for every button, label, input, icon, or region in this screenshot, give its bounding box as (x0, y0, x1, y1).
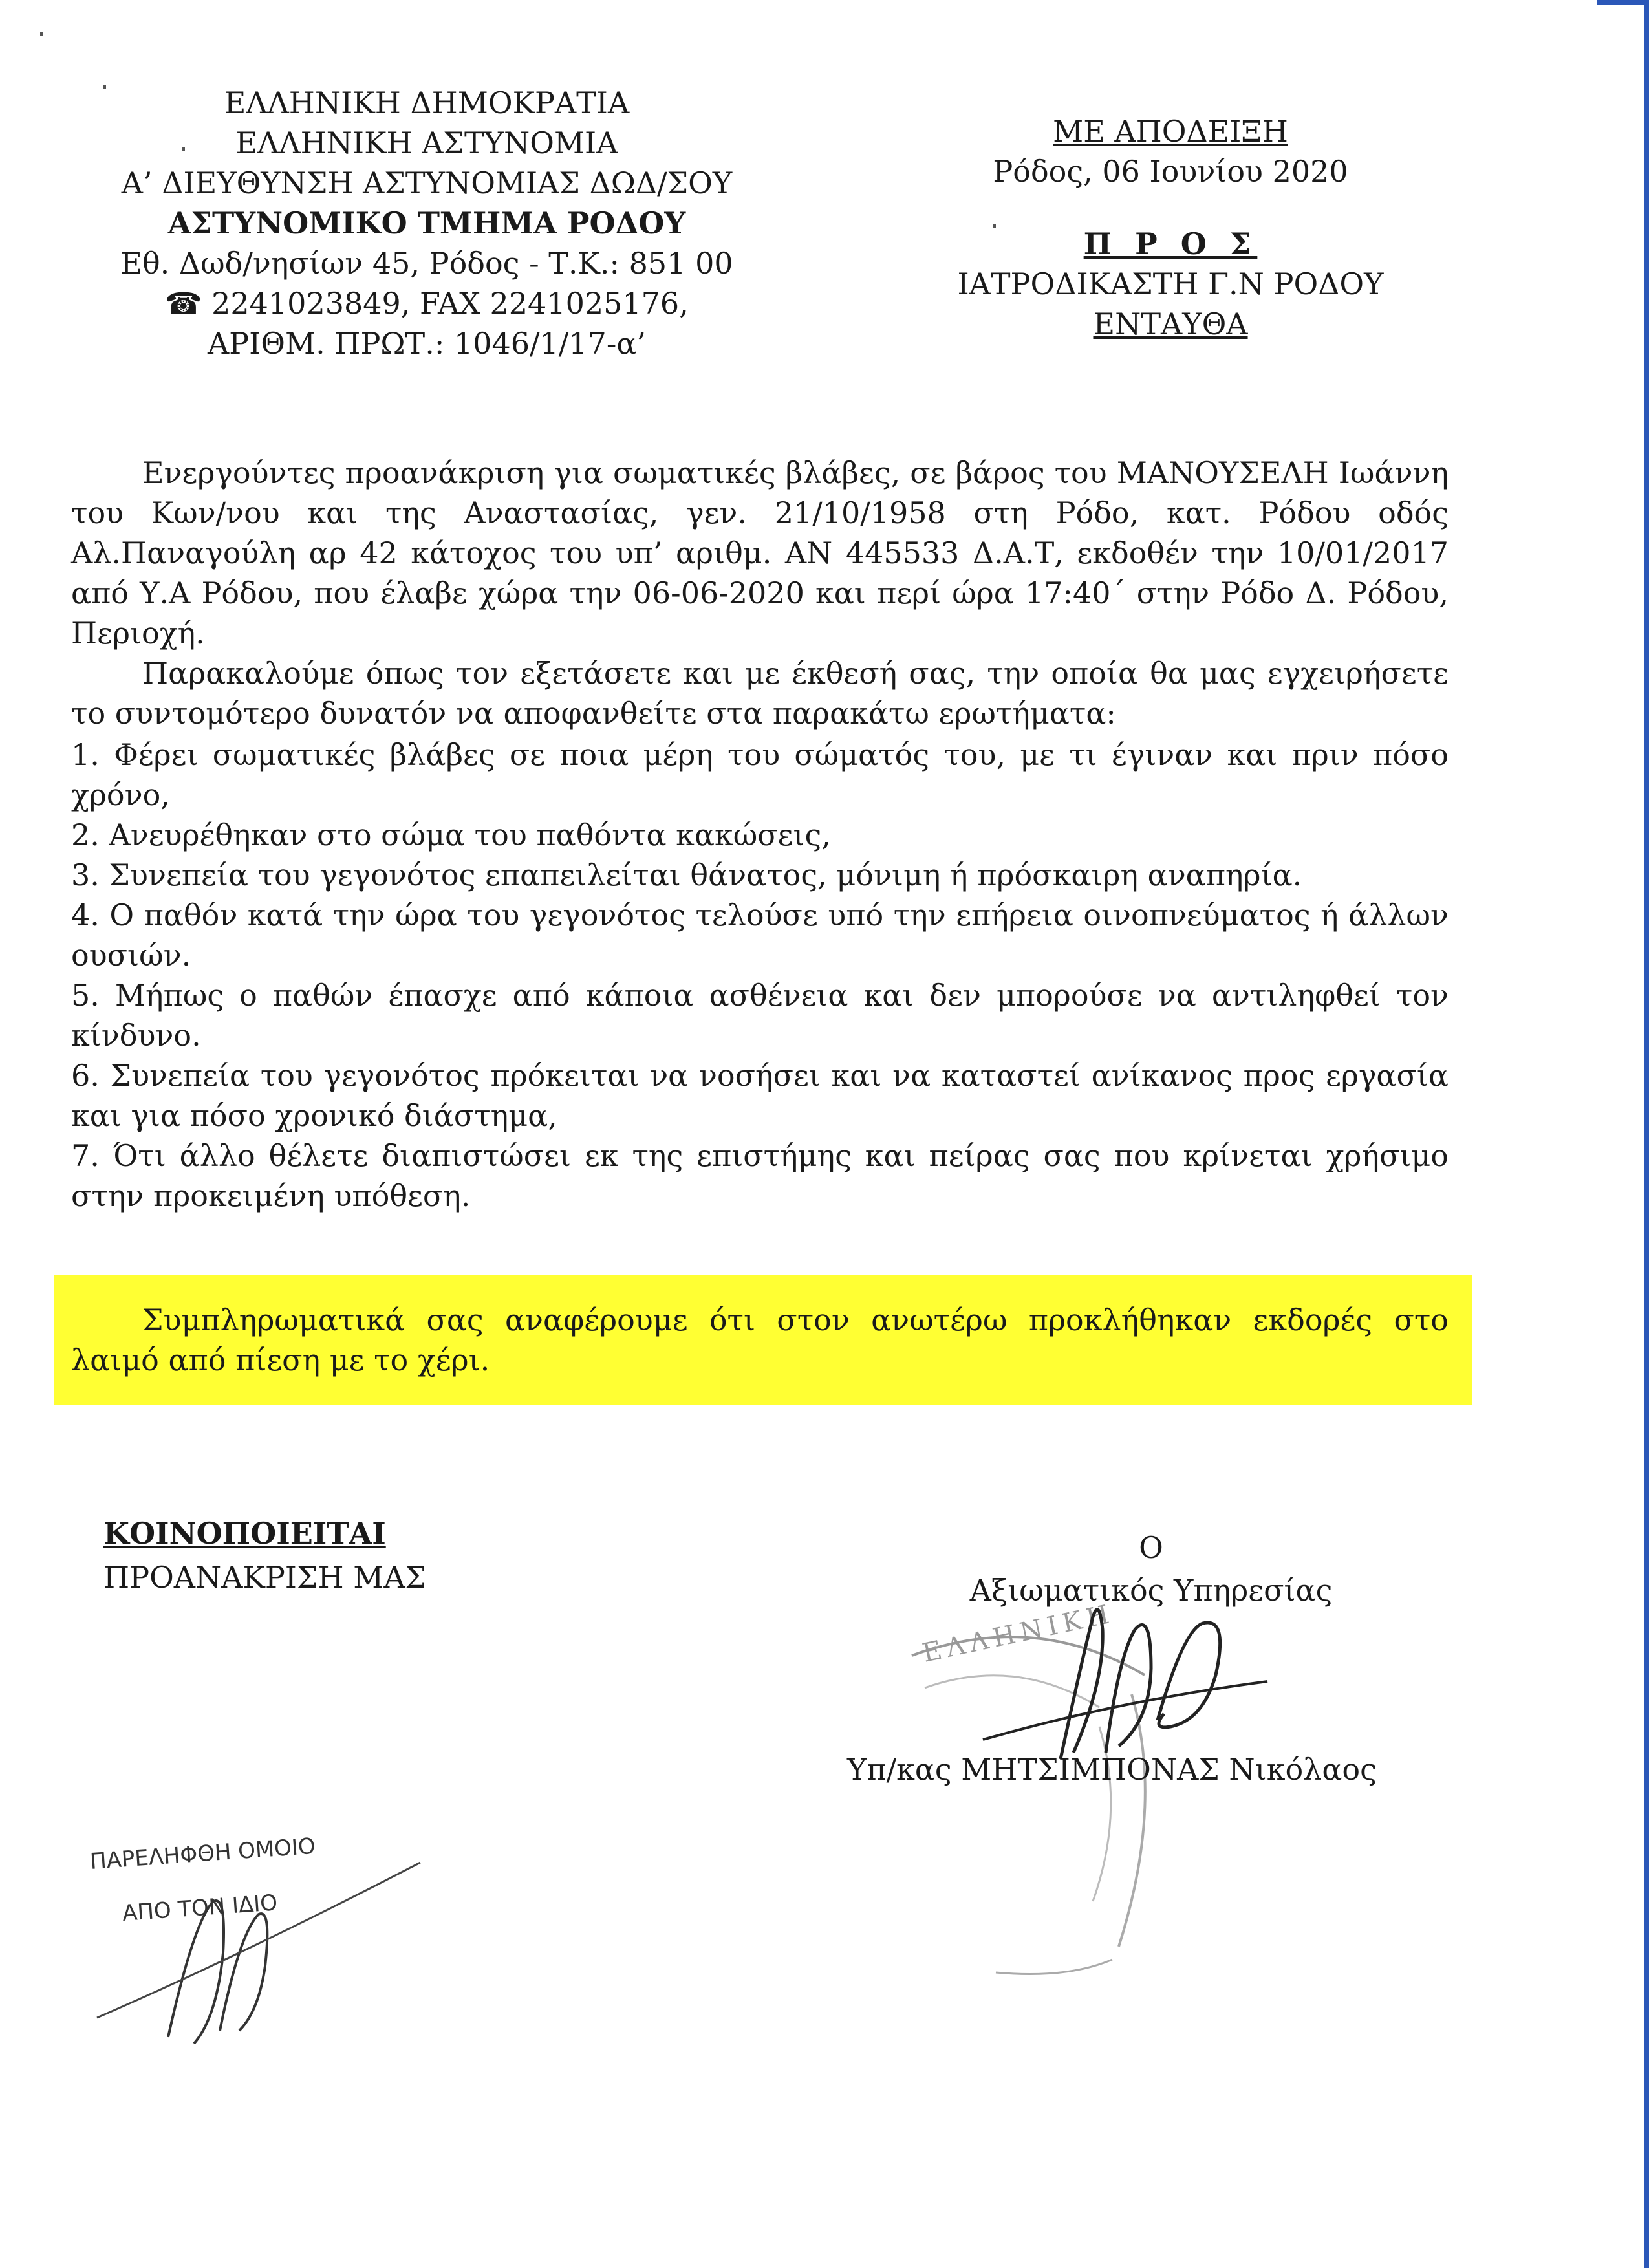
question-item: 3. Συνεπεία του γεγονότος επαπειλείται θάνατος, μόνιμη ή πρόσκαιρη αναπηρία. (71, 858, 1302, 892)
recipient-location: ΕΝΤΑΥΘΑ (1093, 307, 1248, 341)
letterhead-phone-line (91, 283, 763, 323)
signatory-role: Αξιωματικός Υπηρεσίας (969, 1573, 1333, 1608)
scan-edge-top (1597, 0, 1649, 5)
cc-title: ΚΟΙΝΟΠΟΙΕΙΤΑΙ (103, 1516, 386, 1551)
recipient: ΙΑΤΡΟΔΙΚΑΣΤΗ Γ.Ν ΡΟΔΟΥ (957, 266, 1384, 301)
signatory-article: Ο (1139, 1530, 1163, 1565)
stamp-text-icon: ΕΛΛΗΝΙΚΗ (920, 1599, 1117, 1669)
phone-icon: ☎ (165, 286, 202, 321)
svg-text:ΠΑΡΕΛΗΦΘΗ ΟΜΟΙΟ: ΠΑΡΕΛΗΦΘΗ ΟΜΟΙΟ (89, 1833, 316, 1875)
protocol-number: ΑΡΙΘΜ. ΠΡΩΤ.: 1046/1/17-α’ (207, 326, 647, 361)
question-item: 4. Ο παθόν κατά την ώρα του γεγονότος τελούσε υπό την επήρεια οινοπνεύματος ή άλλων ουσιών. (71, 898, 1449, 973)
supplement-text: Συμπληρωματικά σας αναφέρουμε ότι στον ανωτέρω προκλήθηκαν εκδορές στο λαιμό από πίεση με το χέρι. (71, 1302, 1449, 1377)
to-heading: Π Ρ Ο Σ (1083, 226, 1258, 261)
signatory-name: Υπ/κας ΜΗΤΣΙΜΠΟΝΑΣ Νικόλαος (847, 1752, 1377, 1787)
letterhead-line: ΕΛΛΗΝΙΚΗ ΔΗΜΟΚΡΑΤΙΑ (224, 85, 630, 120)
questions-list (71, 735, 1449, 1216)
receipt-notice: ΜΕ ΑΠΟΔΕΙΞΗ (1053, 114, 1288, 149)
paragraph-intro: Ενεργούντες προανάκριση για σωματικές βλάβες, σε βάρος του ΜΑΝΟΥΣΕΛΗ Ιωάννη του Κων/νου και της Αναστασίας, γεν. 21/10/1958 στη Ρόδο, κατ. Ρόδου οδός Αλ.Παναγούλη αρ 42 κάτοχος του υπ’ αριθμ. ΑΝ 445533 Δ.Α.Τ, εκδοθέν την 10/01/2017 από Υ.Α Ρόδου, που έλαβε χώρα την 06-06-2020 και περί ώρα 17:40΄ στην Ρόδο Δ. Ρόδου, Περιοχή. (71, 455, 1449, 651)
letterhead-department: ΑΣΤΥΝΟΜΙΚΟ ΤΜΗΜΑ ΡΟΔΟΥ (167, 206, 686, 241)
svg-text:ΑΠΟ ΤΟΝ ΙΔΙΟ: ΑΠΟ ΤΟΝ ΙΔΙΟ (121, 1890, 279, 1927)
letterhead-line: ΕΛΛΗΝΙΚΗ ΑΣΤΥΝΟΜΙΑ (235, 125, 618, 160)
question-item: 5. Μήπως ο παθών έπασχε από κάποια ασθένεια και δεν μπορούσε να αντιληφθεί τον κίνδυνο. (71, 978, 1449, 1053)
letterhead (91, 83, 763, 363)
supplement-paragraph (71, 1300, 1449, 1380)
question-item: 2. Ανευρέθηκαν στο σώμα του παθόντα κακώσεις, (71, 817, 831, 852)
letterhead-address: Εθ. Δωδ/νησίων 45, Ρόδος - Τ.Κ.: 851 00 (120, 246, 733, 281)
paragraph-request: Παρακαλούμε όπως τον εξετάσετε και με έκθεσή σας, την οποία θα μας εγχειρήσετε το συντομότερο δυνατόν να αποφανθείτε στα παρακάτω ερωτήματα: (71, 656, 1449, 731)
document-date: Ρόδος, 06 Ιουνίου 2020 (993, 154, 1348, 189)
letterhead-phone: 2241023849, FAX 2241025176, (211, 286, 689, 321)
recipient-block (879, 111, 1461, 344)
letter-body (71, 453, 1449, 1216)
scan-speck (40, 32, 43, 36)
question-item: 6. Συνεπεία του γεγονότος πρόκειται να νοσήσει και να καταστεί ανίκανος προς εργασία και για πόσο χρονικό διάστημα, (71, 1058, 1449, 1133)
handwritten-note-icon (84, 1824, 446, 2057)
question-item: 1. Φέρει σωματικές βλάβες σε ποια μέρη του σώματός του, με τι έγιναν και πριν πόσο χρόνο, (71, 737, 1449, 812)
question-item: 7. Ότι άλλο θέλετε διαπιστώσει εκ της επιστήμης και πείρας σας που κρίνεται χρήσιμο στην προκειμένη υπόθεση. (71, 1138, 1449, 1213)
cc-recipient: ΠΡΟΑΝΑΚΡΙΣΗ ΜΑΣ (103, 1560, 427, 1595)
letterhead-line: Α’ ΔΙΕΥΘΥΝΣΗ ΑΣΤΥΝΟΜΙΑΣ ΔΩΔ/ΣΟΥ (121, 166, 733, 200)
scan-edge-right (1644, 0, 1649, 2268)
